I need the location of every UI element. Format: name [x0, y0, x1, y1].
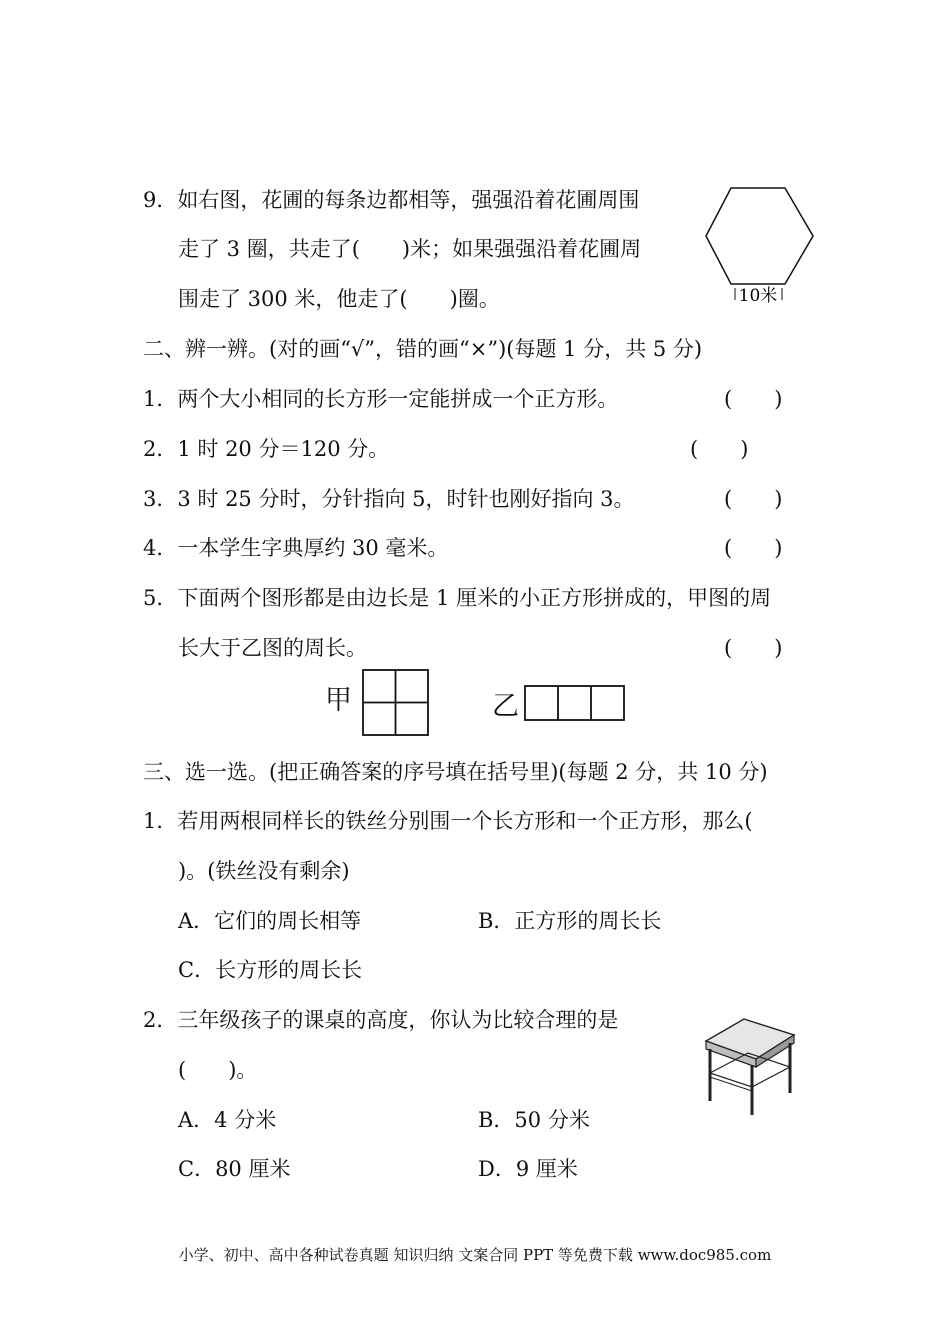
- section2-heading: 二、辨一辨。(对的画“√”，错的画“×”)(每题 1 分，共 5 分): [143, 337, 703, 361]
- s3-q2-option-d: D．9 厘米: [478, 1157, 578, 1181]
- q9-line3: 围走了 300 米，他走了( )圈。: [178, 287, 500, 311]
- s2-item4: 4．一本学生字典厚约 30 毫米。: [143, 536, 449, 560]
- s2-item4-paren: ( ): [724, 536, 783, 560]
- fig-jia-label: 甲: [325, 685, 352, 716]
- s3-q1-option-c: C．长方形的周长长: [178, 958, 363, 982]
- s3-q2-line2: ( )。: [178, 1058, 258, 1082]
- s3-q2-option-c: C．80 厘米: [178, 1157, 291, 1181]
- fig-jia-grid: [362, 669, 432, 739]
- q9-line1: 9．如右图，花圃的每条边都相等，强强沿着花圃周围: [143, 188, 640, 212]
- s3-q1-option-a: A．它们的周长相等: [178, 909, 362, 933]
- hexagon-label: 10米: [738, 286, 778, 306]
- section3-heading: 三、选一选。(把正确答案的序号填在括号里)(每题 2 分，共 10 分): [143, 760, 768, 784]
- s2-item5-paren: ( ): [724, 636, 783, 660]
- page-footer: 小学、初中、高中各种试卷真题 知识归纳 文案合同 PPT 等免费下载 www.doc985.com: [178, 1246, 772, 1264]
- s2-item2-paren: ( ): [690, 437, 749, 461]
- s2-item1: 1．两个大小相同的长方形一定能拼成一个正方形。: [143, 387, 619, 411]
- s3-q2-line1: 2．三年级孩子的课桌的高度，你认为比较合理的是: [143, 1008, 619, 1032]
- s3-q2-option-b: B．50 分米: [478, 1108, 590, 1132]
- s2-item3: 3．3 时 25 分时，分针指向 5，时针也刚好指向 3。: [143, 487, 635, 511]
- s2-item5-line1: 5．下面两个图形都是由边长是 1 厘米的小正方形拼成的，甲图的周: [143, 586, 772, 610]
- s2-item5-line2: 长大于乙图的周长。: [178, 636, 367, 660]
- s2-item3-paren: ( ): [724, 487, 783, 511]
- s3-q1-line1: 1．若用两根同样长的铁丝分别围一个长方形和一个正方形，那么(: [143, 809, 753, 833]
- fig-yi-label: 乙: [492, 691, 519, 722]
- s3-q1-line2: )。(铁丝没有剩余): [178, 859, 350, 883]
- s2-item1-paren: ( ): [724, 387, 783, 411]
- hexagon-figure: [700, 185, 820, 315]
- s3-q1-option-b: B．正方形的周长长: [478, 909, 662, 933]
- q9-line2: 走了 3 圈，共走了( )米；如果强强沿着花圃周: [178, 237, 642, 261]
- desk-illustration: [702, 1015, 798, 1115]
- s3-q2-option-a: A．4 分米: [178, 1108, 277, 1132]
- s2-item2: 2．1 时 20 分＝120 分。: [143, 437, 390, 461]
- fig-yi-grid: [524, 685, 626, 725]
